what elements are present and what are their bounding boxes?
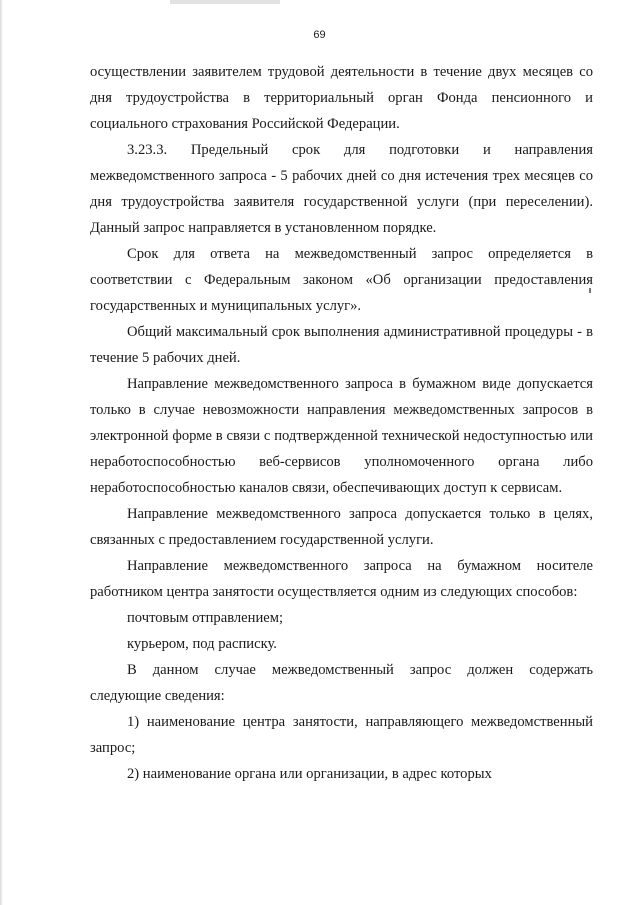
document-body (90, 59, 593, 787)
paragraph-5: Направление межведомственного запроса в бумажном виде допускается только в случае невозможности направления межведомственных запросов в электронной форме в связи с подтвержденной технической недоступностью или неработоспособностью веб-сервисов уполномоченного органа либо неработоспособностью каналов связи, обеспечивающих доступ к сервисам. (90, 376, 593, 496)
page-number: 69 (313, 29, 326, 41)
list-item-1: 1) наименование центра занятости, направляющего межведомственный запрос; (90, 714, 593, 756)
paragraph-4: Общий максимальный срок выполнения административной процедуры - в течение 5 рабочих дней. (90, 324, 593, 366)
paragraph-7: Направление межведомственного запроса на бумажном носителе работником центра занятости осуществляется одним из следующих способов: (90, 558, 593, 600)
scan-artifact (170, 0, 280, 4)
paragraph-2: 3.23.3. Предельный срок для подготовки и направления межведомственного запроса - 5 рабочих дней со дня истечения трех месяцев со дня трудоустройства заявителя государственной услуги (при переселении). Данный запрос направляется в установленном порядке. (90, 142, 593, 236)
scan-edge (0, 0, 3, 905)
scan-speck (589, 288, 591, 293)
paragraph-3: Срок для ответа на межведомственный запрос определяется в соответствии с Федеральным законом «Об организации предоставления государственных и муниципальных услуг». (90, 246, 593, 314)
list-item-mail: почтовым отправлением; (127, 610, 284, 626)
paragraph-8: В данном случае межведомственный запрос должен содержать следующие сведения: (90, 662, 593, 704)
paragraph-6: Направление межведомственного запроса допускается только в целях, связанных с предоставлением государственной услуги. (90, 506, 593, 548)
paragraph-1: осуществлении заявителем трудовой деятельности в течение двух месяцев со дня трудоустройства в территориальный орган Фонда пенсионного и социального страхования Российской Федерации. (90, 64, 593, 132)
list-item-courier: курьером, под расписку. (127, 636, 277, 652)
list-item-2: 2) наименование органа или организации, в адрес которых (127, 766, 492, 782)
